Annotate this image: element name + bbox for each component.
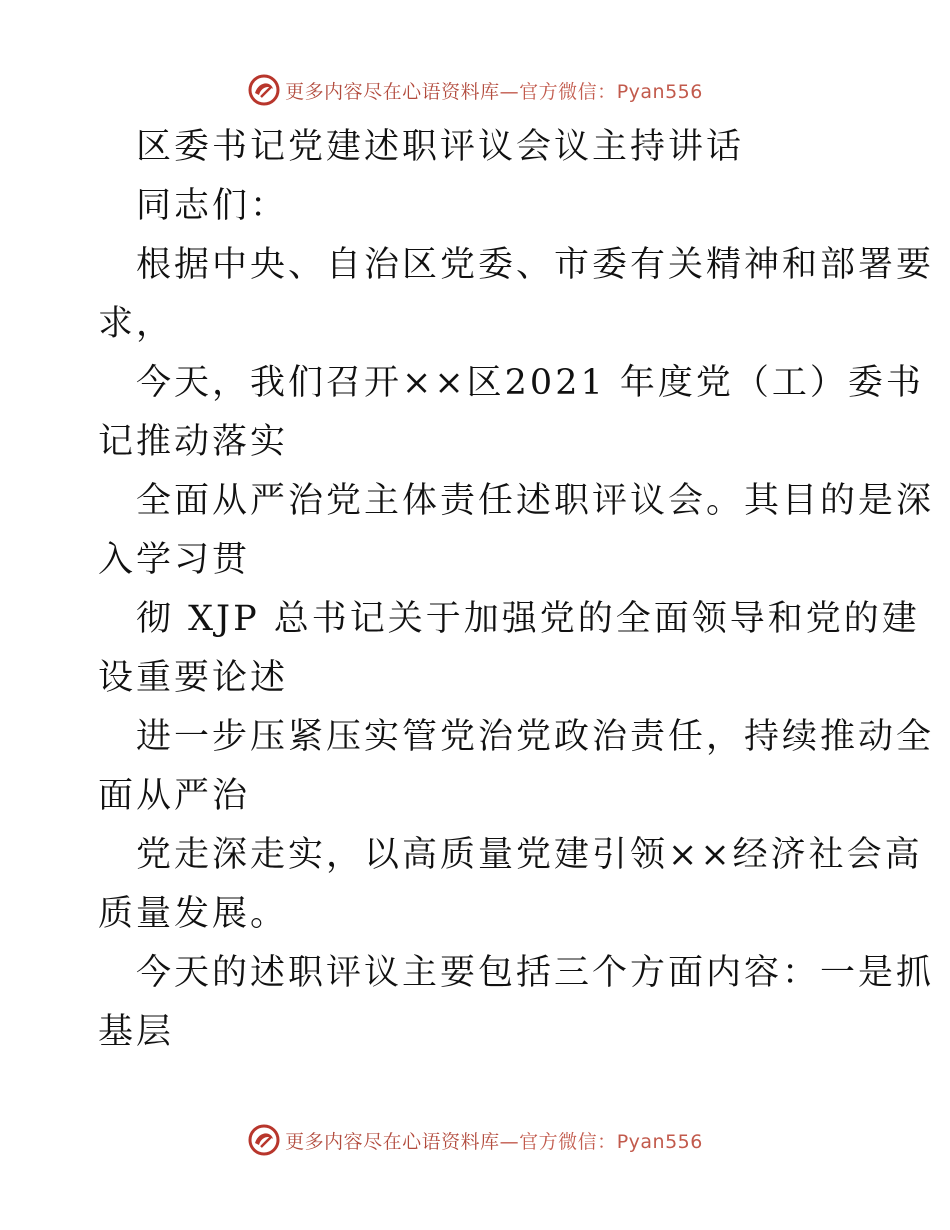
footer-banner (0, 1120, 950, 1160)
document-line: 党走深走实，以高质量党建引领××经济社会高 (136, 835, 923, 875)
document-line: 质量发展。 (98, 894, 289, 934)
document-line: 区委书记党建述职评议会议主持讲话 (136, 127, 745, 167)
banner-wechat-label: 官方微信： (519, 1130, 617, 1153)
document-line: 同志们： (136, 186, 289, 226)
document-body (98, 118, 935, 1062)
red-swirl-logo-icon (247, 1123, 281, 1157)
banner-wechat-label: 官方微信： (519, 80, 617, 103)
banner-separator: — (499, 1130, 520, 1153)
document-line: 面从严治 (98, 776, 251, 816)
document-line: 基层 (98, 1012, 175, 1052)
document-line: 记推动落实 (98, 422, 289, 462)
document-line: 今天，我们召开××区2021 年度党（工）委书 (136, 363, 924, 403)
banner-text (285, 1127, 703, 1154)
banner-separator: — (499, 80, 520, 103)
banner-site-name: 更多内容尽在心语资料库 (285, 1130, 500, 1153)
document-line: 进一步压紧压实管党治党政治责任，持续推动全 (136, 717, 935, 757)
red-swirl-logo-icon (247, 73, 281, 107)
header-banner (0, 70, 950, 110)
document-line: 求， (98, 304, 175, 344)
document-line: 全面从严治党主体责任述职评议会。其目的是深 (136, 481, 935, 521)
document-line: 设重要论述 (98, 658, 289, 698)
banner-site-name: 更多内容尽在心语资料库 (285, 80, 500, 103)
banner-text (285, 77, 703, 104)
document-line: 彻 XJP 总书记关于加强党的全面领导和党的建 (136, 599, 920, 639)
banner-wechat-id: Pyan556 (616, 80, 703, 103)
document-line: 根据中央、自治区党委、市委有关精神和部署要 (136, 245, 935, 285)
banner-wechat-id: Pyan556 (616, 1130, 703, 1153)
document-line: 入学习贯 (98, 540, 251, 580)
document-line: 今天的述职评议主要包括三个方面内容：一是抓 (136, 953, 935, 993)
